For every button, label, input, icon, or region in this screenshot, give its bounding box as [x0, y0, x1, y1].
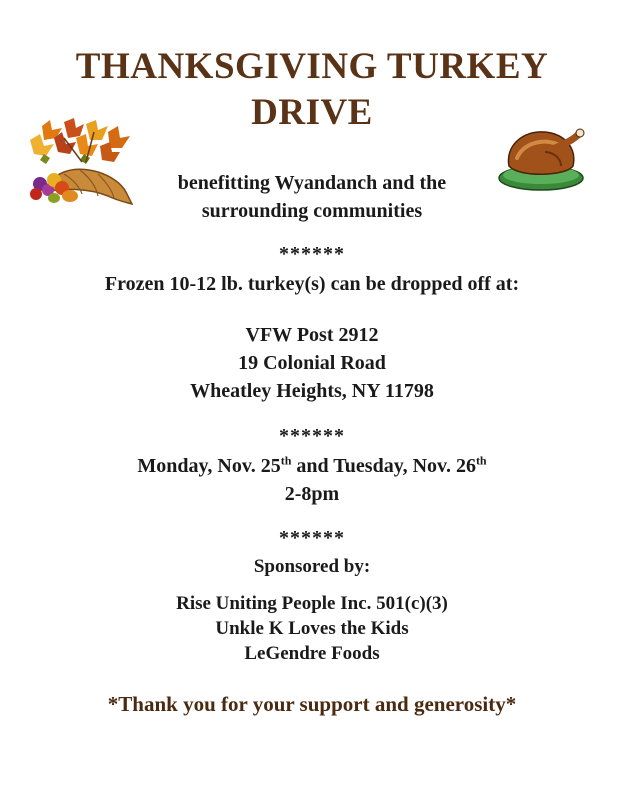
dropoff-heading: Frozen 10-12 lb. turkey(s) can be dropped off at: — [104, 273, 520, 295]
address-name: VFW Post 2912 — [245, 324, 379, 346]
sponsor-item: LeGendre Foods — [244, 643, 380, 664]
separator-1: ****** — [279, 243, 345, 265]
subtitle-line-1: benefitting Wyandanch and the — [177, 172, 447, 194]
title-line-2: DRIVE — [251, 92, 373, 133]
sponsor-item: Rise Uniting People Inc. 501(c)(3) — [176, 593, 448, 614]
subtitle-line-2: surrounding communities — [201, 200, 423, 222]
address-street: 19 Colonial Road — [238, 352, 386, 374]
schedule-day-2: and Tuesday, Nov. 26 — [291, 455, 476, 477]
title-line-1: THANKSGIVING TURKEY — [75, 46, 549, 87]
thank-you-note: *Thank you for your support and generosity* — [107, 692, 517, 716]
schedule-dates — [0, 452, 624, 480]
day-2-suffix: th — [475, 453, 487, 468]
subtitle — [0, 169, 624, 225]
address-city: Wheatley Heights, NY 11798 — [190, 380, 434, 402]
schedule-day-1: Monday, Nov. 25 — [137, 455, 281, 477]
sponsors-heading: Sponsored by: — [253, 556, 371, 577]
separator-2: ****** — [279, 425, 345, 447]
day-1-suffix: th — [280, 453, 292, 468]
separator-3: ****** — [279, 527, 345, 549]
sponsor-item: Unkle K Loves the Kids — [215, 618, 409, 639]
address-block — [0, 321, 624, 405]
schedule-hours: 2-8pm — [284, 483, 340, 505]
sponsors-list — [0, 591, 624, 666]
schedule-block — [0, 452, 624, 508]
